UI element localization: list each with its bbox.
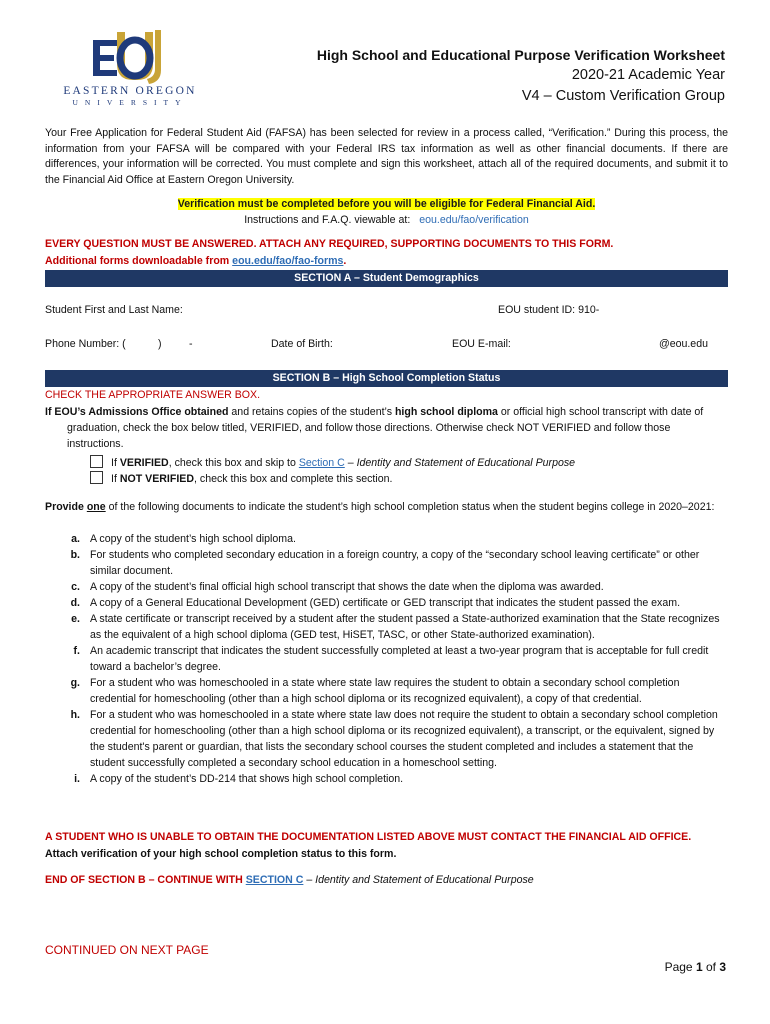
- verified-checkbox[interactable]: [90, 455, 103, 468]
- verification-group: V4 – Custom Verification Group: [521, 88, 725, 104]
- logo-line2: UNIVERSITY: [72, 98, 188, 107]
- unable-warning: A STUDENT WHO IS UNABLE TO OBTAIN THE DOCUMENTATION LISTED ABOVE MUST CONTACT THE FINANCIAL AID OFFICE.: [45, 831, 692, 843]
- continued-note: CONTINUED ON NEXT PAGE: [45, 943, 209, 957]
- document-header: [317, 47, 725, 106]
- academic-year: 2020-21 Academic Year: [571, 67, 725, 83]
- document-title: High School and Educational Purpose Verification Worksheet: [316, 47, 725, 63]
- provide-paragraph: Provide one of the following documents to indicate the student’s high school completion status when the student begins college in 2020–2021:: [45, 501, 715, 513]
- dob-label: Date of Birth:: [271, 338, 333, 350]
- student-name-label: Student First and Last Name:: [45, 304, 183, 316]
- admissions-paragraph: If EOU’s Admissions Office obtained and retains copies of the student’s high school diploma or official high school transcript with date of graduation, check the box below titled, VERIFIED, and follow those directions. Otherwise check NOT VERIFIED and follow those instructions.: [45, 406, 704, 450]
- verification-highlight: Verification must be completed before you will be eligible for Federal Financial Aid.: [177, 198, 596, 210]
- phone-label: Phone Number: (: [45, 338, 126, 350]
- email-suffix: @eou.edu: [658, 338, 708, 350]
- student-id-label: EOU student ID: 910-: [498, 304, 600, 316]
- attach-instruction: Attach verification of your high school completion status to this form.: [45, 848, 397, 860]
- instructions-label: Instructions and F.A.Q. viewable at:: [244, 214, 411, 226]
- section-c-link[interactable]: SECTION C: [245, 874, 304, 886]
- list-item: h. For a student who was homeschooled in a state where state law does not require the student to obtain a secondary school completion credential for homeschooling (other than a high school diploma or its recognized equivalent), a transcript, or the equivalent, signed by the student's parent or guardian, that lists the secondary school courses the student completed and includes a statement that the student successfully completed a secondary school education in a homeschool setting.: [70, 709, 718, 769]
- instructions-line: [45, 213, 728, 228]
- logo-line1: EASTERN OREGON: [63, 85, 197, 97]
- check-box-instruction: CHECK THE APPROPRIATE ANSWER BOX.: [45, 389, 261, 401]
- not-verified-option: If NOT VERIFIED, check this box and complete this section.: [90, 471, 392, 487]
- eou-logo: [55, 26, 205, 108]
- name-id-row: [45, 304, 728, 320]
- email-label: EOU E-mail:: [452, 338, 511, 350]
- additional-forms-line: Additional forms downloadable from eou.edu/fao/fao-forms.: [45, 255, 347, 267]
- section-c-link[interactable]: Section C: [298, 457, 345, 469]
- contact-row: [45, 338, 728, 354]
- list-item: e. A state certificate or transcript received by a student after the student passed a State-authorized examination that the State recognizes as the equivalent of a high school diploma (GED test, HiSET, TASC, or other State-authorized examination).: [71, 613, 720, 641]
- verified-option: If VERIFIED, check this box and skip to Section C – Identity and Statement of Educational Purpose: [90, 455, 575, 471]
- verification-notice: [45, 197, 728, 212]
- list-item: g. For a student who was homeschooled in a state where state law requires the student to obtain a secondary school completion credential for homeschooling (other than a high school diploma or its recognized equivalent), a copy of that credential.: [70, 677, 680, 705]
- list-item: i. A copy of the student’s DD-214 that shows high school completion.: [74, 773, 404, 785]
- list-item: d. A copy of a General Educational Development (GED) certificate or GED transcript that indicates the student passed the exam.: [70, 597, 681, 609]
- phone-paren: ): [158, 338, 162, 350]
- page-number: Page 1 of 3: [664, 960, 726, 974]
- instructions-link[interactable]: eou.edu/fao/verification: [419, 214, 529, 226]
- end-section-b: END OF SECTION B – CONTINUE WITH SECTION C – Identity and Statement of Educational Purpose: [45, 874, 534, 886]
- document-list: [45, 531, 728, 787]
- section-a-header: SECTION A – Student Demographics: [45, 270, 728, 287]
- phone-dash: -: [189, 338, 193, 350]
- list-item: c. A copy of the student’s final official high school transcript that shows the date when the diploma was awarded.: [71, 581, 604, 593]
- additional-forms-label: Additional forms downloadable from: [45, 255, 233, 267]
- intro-paragraph: Your Free Application for Federal Student Aid (FAFSA) has been selected for review in a process called, “Verification.” During this process, the information from your FAFSA will be compared with your Federal IRS tax information as well as other financial documents. If there are differences, your information will be corrected. You must complete and sign this worksheet, attach all of the required documents, and submit it to the Financial Aid Office at Eastern Oregon University.: [45, 127, 728, 186]
- list-item: f. An academic transcript that indicates the student successfully completed at least a two-year program that is acceptable for full credit toward a bachelor’s degree.: [73, 645, 709, 673]
- list-item: b. For students who completed secondary education in a foreign country, a copy of the “secondary school leaving certificate” or other similar document.: [70, 549, 700, 577]
- not-verified-checkbox[interactable]: [90, 471, 103, 484]
- section-b-header: SECTION B – High School Completion Status: [45, 370, 728, 387]
- additional-forms-link[interactable]: eou.edu/fao/fao-forms: [232, 255, 344, 267]
- every-question-warning: EVERY QUESTION MUST BE ANSWERED. ATTACH ANY REQUIRED, SUPPORTING DOCUMENTS TO THIS FORM.: [45, 238, 614, 250]
- list-item: a. A copy of the student’s high school diploma.: [71, 533, 296, 545]
